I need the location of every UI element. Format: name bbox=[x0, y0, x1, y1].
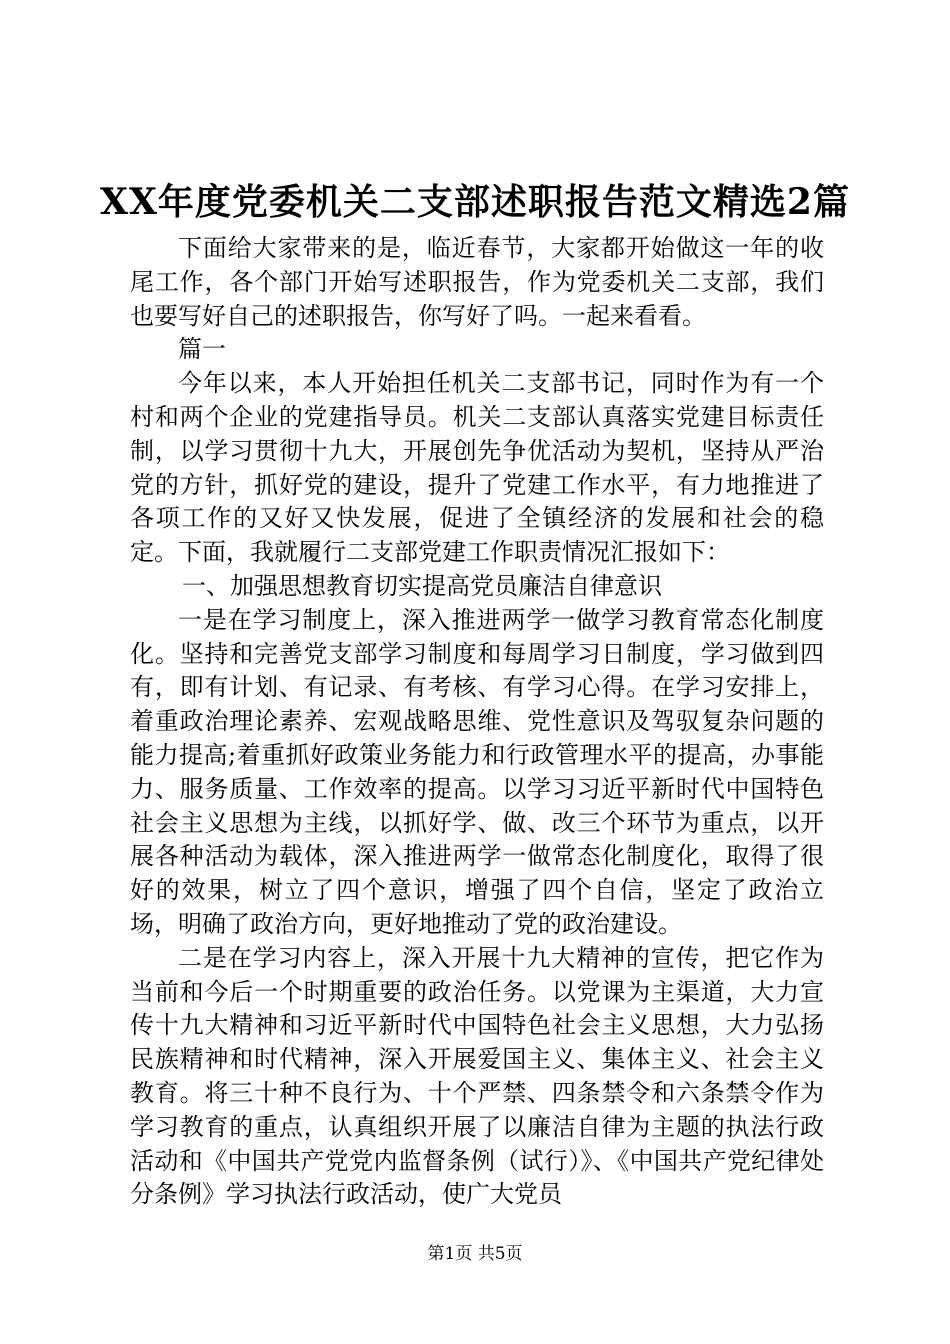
body-paragraph: 一是在学习制度上，深入推进两学一做学习教育常态化制度化。坚持和完善党支部学习制度和每周学习日制度，学习做到四有，即有计划、有记录、有考核、有学习心得。在学习安排上，着重政治理论素养、宏观战略思维、党性意识及驾驭复杂问题的能力提高;着重抓好政策业务能力和行政管理水平的提高，办事能力、服务质量、工作效率的提高。以学习习近平新时代中国特色社会主义思想为主线，以抓好学、做、改三个环节为重点，以开展各种活动为载体，深入推进两学一做常态化制度化，取得了很好的效果，树立了四个意识，增强了四个自信，坚定了政治立场，明确了政治方向，更好地推动了党的政治建设。 bbox=[130, 605, 824, 938]
section-label: 篇一 bbox=[178, 335, 226, 364]
document-title: XX年度党委机关二支部述职报告范文精选2篇 bbox=[100, 181, 850, 223]
intro-paragraph: 下面给大家带来的是，临近春节，大家都开始做这一年的收尾工作，各个部门开始写述职报告，作为党委机关二支部，我们也要写好自己的述职报告，你写好了吗。一起来看看。 bbox=[130, 234, 824, 330]
page-footer: 第1页 共5页 bbox=[427, 1244, 523, 1264]
body-paragraph: 二是在学习内容上，深入开展十九大精神的宣传，把它作为当前和今后一个时期重要的政治任务。以党课为主渠道，大力宣传十九大精神和习近平新时代中国特色社会主义思想，大力弘扬民族精神和时代精神，深入开展爱国主义、集体主义、社会主义教育。将三十种不良行为、十个严禁、四条禁令和六条禁令作为学习教育的重点，认真组织开展了以廉洁自律为主题的执法行政活动和《中国共产党党内监督条例（试行）》、《中国共产党纪律处分条例》学习执法行政活动，使广大党员 bbox=[130, 943, 824, 1209]
section-heading: 一、加强思想教育切实提高党员廉洁自律意识 bbox=[182, 571, 662, 600]
document-body bbox=[130, 232, 824, 1212]
body-paragraph: 今年以来，本人开始担任机关二支部书记，同时作为有一个村和两个企业的党建指导员。机关二支部认真落实党建目标责任制，以学习贯彻十九大，开展创先争优活动为契机，坚持从严治党的方针，抓好党的建设，提升了党建工作水平，有力地推进了各项工作的又好又快发展，促进了全镇经济的发展和社会的稳定。下面，我就履行二支部党建工作职责情况汇报如下： bbox=[130, 369, 824, 567]
